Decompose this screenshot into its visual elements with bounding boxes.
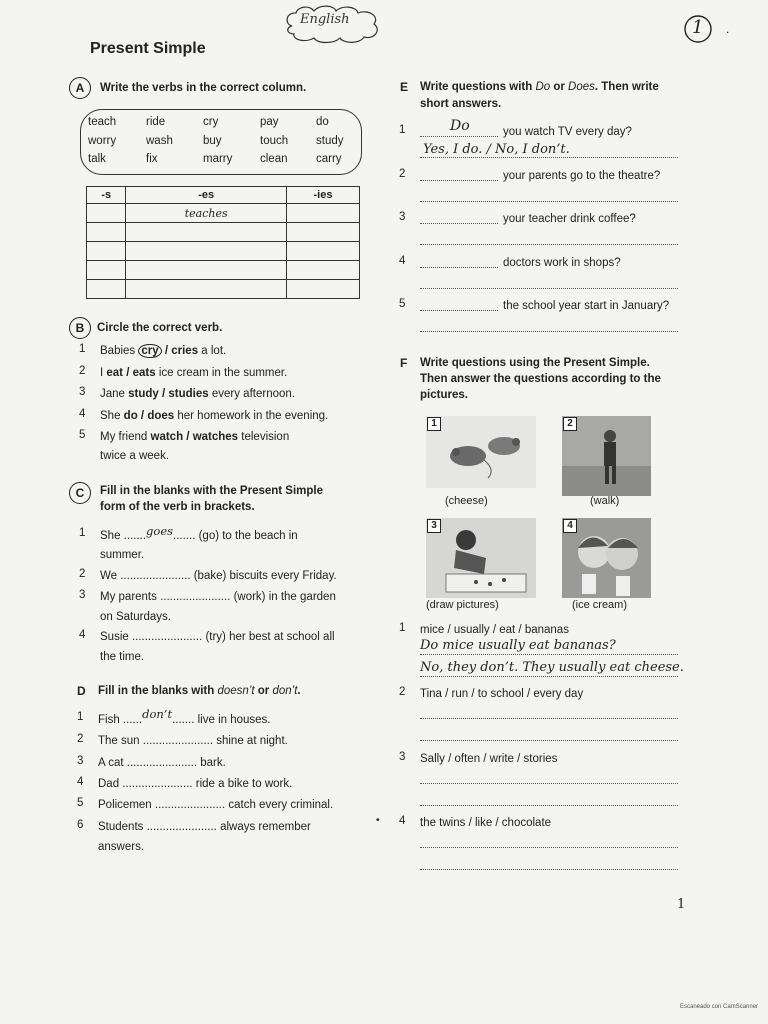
- handwritten-question[interactable]: Do mice usually eat bananas?: [420, 638, 616, 653]
- short-answer-line[interactable]: [420, 331, 678, 332]
- scanner-note: Escaneado con CamScanner: [680, 1004, 759, 1010]
- handwritten-short-answer[interactable]: Yes, I do. / No, I don’t.: [423, 142, 570, 157]
- picture-caption-1: (cheese): [445, 495, 488, 507]
- item-text-post: a lot.: [198, 345, 227, 357]
- item-text-pre: She: [100, 409, 124, 422]
- section-d-instruction-pre: Fill in the blanks with: [98, 685, 218, 697]
- item-number: 5: [77, 797, 84, 809]
- item-text-pre: Jane: [100, 388, 129, 400]
- answer-line[interactable]: [420, 676, 678, 677]
- item-number: 4: [399, 255, 406, 267]
- item-number: 3: [79, 589, 86, 601]
- question-line[interactable]: [420, 654, 678, 655]
- table-cell[interactable]: [286, 261, 359, 280]
- verb-word: marry: [203, 153, 233, 165]
- verb-option-1[interactable]: watch: [150, 431, 184, 443]
- question-text: doctors work in shops?: [503, 257, 621, 269]
- handwritten-label: English: [300, 12, 350, 27]
- section-b-item-5-continued: twice a week.: [100, 450, 170, 462]
- short-answer-line[interactable]: [420, 157, 678, 158]
- short-answer-line[interactable]: [420, 288, 678, 289]
- picture-draw: [426, 518, 536, 598]
- section-f-letter: F: [400, 356, 408, 370]
- table-cell[interactable]: [126, 242, 287, 261]
- item-number: 2: [79, 364, 86, 377]
- fill-item: [100, 568, 337, 584]
- verb-word: carry: [316, 153, 342, 165]
- picture-caption-2: (walk): [590, 495, 620, 507]
- item-number: 4: [79, 629, 86, 641]
- verb-word: cry: [203, 116, 219, 128]
- item-text-pre: Policemen ...................... catch every criminal.: [98, 799, 334, 811]
- table-cell[interactable]: [126, 261, 287, 280]
- table-cell[interactable]: teaches: [126, 204, 287, 223]
- item-text-continued: the time.: [100, 651, 145, 663]
- item-number: 1: [79, 343, 86, 355]
- short-answer-line[interactable]: [420, 244, 678, 245]
- section-e-instruction-line1: [420, 79, 659, 95]
- fill-item: [100, 524, 298, 544]
- section-d-instruction: [98, 683, 301, 699]
- circle-item: [100, 386, 295, 402]
- question-text: your teacher drink coffee?: [503, 213, 636, 225]
- picture-number-2: 2: [563, 417, 577, 431]
- item-number: 2: [399, 168, 406, 180]
- table-cell[interactable]: [286, 223, 359, 242]
- verb-option-1[interactable]: do: [123, 409, 138, 422]
- item-text-pre: Susie ...................... (try) her best at school all: [100, 631, 335, 643]
- item-number: 4: [77, 776, 84, 788]
- answer-blank[interactable]: [420, 267, 498, 268]
- circle-item: [100, 429, 289, 445]
- table-cell[interactable]: [87, 204, 126, 223]
- item-number: 3: [399, 751, 406, 763]
- section-d-instruction-end: .: [297, 685, 301, 697]
- column-header-es: -es: [126, 187, 287, 204]
- item-text-continued: on Saturdays.: [100, 611, 171, 623]
- verb-option-1[interactable]: study: [128, 388, 159, 400]
- item-text-post: television: [238, 431, 290, 443]
- handwritten-answer[interactable]: goes: [146, 524, 174, 538]
- picture-number-4: 4: [563, 519, 577, 533]
- table-cell[interactable]: [126, 280, 287, 299]
- handwritten-answer[interactable]: don’t: [142, 707, 173, 721]
- item-text-pre: My friend: [100, 431, 151, 443]
- item-text-post: ....... live in houses.: [172, 714, 271, 726]
- item-text-post: ice cream in the summer.: [155, 366, 288, 379]
- table-cell[interactable]: [87, 261, 126, 280]
- question-text: you watch TV every day?: [503, 126, 632, 138]
- fill-item: [100, 629, 335, 645]
- item-text-post: her homework in the evening.: [174, 409, 329, 422]
- item-number: 1: [399, 622, 406, 634]
- verb-word: do: [316, 116, 329, 128]
- circle-item: [100, 343, 226, 359]
- table-cell[interactable]: [87, 242, 126, 261]
- picture-caption-4: (ice cream): [572, 599, 628, 611]
- item-text-pre: Students ...................... always remember: [98, 821, 311, 833]
- fill-item: [98, 707, 271, 728]
- section-a-instruction: Write the verbs in the correct column.: [100, 82, 307, 94]
- section-f-instruction-line1: Write questions using the Present Simple.: [420, 357, 650, 369]
- verb-word: touch: [260, 135, 289, 147]
- option-separator: /: [123, 366, 133, 379]
- picture-number-1: 1: [427, 417, 441, 431]
- item-number: 4: [399, 815, 406, 827]
- item-number: 3: [79, 386, 86, 398]
- column-header-s: -s: [87, 187, 126, 204]
- short-answer-line[interactable]: [420, 201, 678, 202]
- item-number: 1: [79, 527, 86, 539]
- item-text-post: every afternoon.: [208, 388, 295, 400]
- table-cell[interactable]: [286, 242, 359, 261]
- verb-word: fix: [146, 153, 158, 165]
- section-e-instruction-mid: or: [550, 81, 569, 93]
- item-text-pre: The sun ...................... shine at night.: [98, 735, 288, 747]
- page-title: Present Simple: [90, 40, 206, 57]
- question-text: the school year start in January?: [503, 300, 670, 312]
- picture-mice: [426, 416, 536, 488]
- item-text-pre: I: [100, 366, 107, 379]
- picture-number-3: 3: [427, 519, 441, 533]
- verb-word: teach: [88, 116, 117, 128]
- section-b-instruction: Circle the correct verb.: [97, 322, 223, 334]
- handwritten-answer[interactable]: No, they don’t. They usually eat cheese.: [420, 660, 684, 675]
- verb-word: buy: [203, 135, 222, 147]
- option-separator: /: [161, 345, 172, 357]
- item-text-pre: My parents ...................... (work) in the garden: [100, 591, 336, 603]
- section-c-instruction-line1: Fill in the blanks with the Present Simple: [100, 485, 324, 497]
- question-line[interactable]: [420, 783, 678, 784]
- section-e-option-2: Does: [568, 81, 595, 93]
- prompt-text: Tina / run / to school / every day: [420, 688, 584, 700]
- verb-option-1[interactable]: eat: [106, 366, 124, 379]
- section-e-instruction-pre: Write questions with: [420, 81, 536, 93]
- verb-table: [86, 186, 360, 299]
- item-text-pre: She .......: [100, 530, 147, 542]
- section-e-option-1: Do: [535, 81, 551, 93]
- table-cell[interactable]: [286, 280, 359, 299]
- item-text-pre: A cat ...................... bark.: [98, 757, 226, 769]
- verb-option-2[interactable]: does: [147, 409, 175, 422]
- section-c-letter: C: [69, 482, 91, 504]
- verb-option-1[interactable]: cry: [138, 344, 161, 358]
- item-number: 3: [399, 211, 406, 223]
- section-d-option-2: don’t: [272, 685, 298, 697]
- fill-item: [100, 589, 336, 605]
- verb-option-2[interactable]: cries: [171, 345, 199, 357]
- circle-item: [100, 365, 287, 381]
- table-cell[interactable]: [286, 204, 359, 223]
- verb-word: worry: [88, 135, 117, 147]
- question-text: your parents go to the theatre?: [503, 170, 661, 182]
- verb-word: pay: [260, 116, 279, 128]
- section-f-instruction-line2: Then answer the questions according to the: [420, 373, 661, 385]
- section-e-instruction-line2: short answers.: [420, 98, 502, 110]
- item-text-continued: summer.: [100, 549, 145, 561]
- answer-blank[interactable]: [420, 310, 498, 311]
- verb-word: clean: [260, 153, 288, 165]
- item-text-pre: Dad ...................... ride a bike to work.: [98, 778, 293, 790]
- item-text-post: ....... (go) to the beach in: [173, 530, 298, 542]
- circle-item: [100, 408, 328, 424]
- section-d-letter: D: [77, 684, 86, 698]
- fill-item: [98, 819, 311, 835]
- answer-line[interactable]: [420, 805, 678, 806]
- item-text-pre: Babies: [100, 345, 139, 357]
- picture-caption-3: (draw pictures): [426, 599, 499, 611]
- item-number: 5: [399, 298, 406, 310]
- table-cell[interactable]: [87, 223, 126, 242]
- verb-word: talk: [88, 153, 106, 165]
- item-number: 2: [77, 733, 84, 745]
- prompt-text: Sally / often / write / stories: [420, 753, 558, 765]
- answer-blank[interactable]: [420, 223, 498, 224]
- column-header-ies: -ies: [286, 187, 359, 204]
- section-b-letter: B: [69, 317, 91, 339]
- option-separator: /: [158, 388, 169, 400]
- section-c-instruction-line2: form of the verb in brackets.: [100, 501, 255, 513]
- verb-option-2[interactable]: studies: [168, 388, 209, 400]
- option-separator: /: [137, 409, 148, 422]
- prompt-text: the twins / like / chocolate: [420, 817, 552, 829]
- handwritten-answer[interactable]: Do: [450, 118, 470, 134]
- verb-option-2[interactable]: eats: [132, 366, 156, 379]
- item-text-continued: answers.: [98, 841, 145, 853]
- stray-mark: •: [376, 815, 380, 826]
- fill-item: [98, 733, 288, 749]
- answer-blank[interactable]: [420, 136, 498, 137]
- fill-item: [98, 797, 333, 813]
- item-text-pre: Fish ......: [98, 714, 143, 726]
- answer-line[interactable]: [420, 740, 678, 741]
- item-number: 2: [399, 686, 406, 698]
- item-number: 4: [79, 407, 86, 420]
- section-e-instruction-end: . Then write: [594, 81, 659, 93]
- page-number: 1: [677, 897, 686, 912]
- section-e-letter: E: [400, 80, 409, 94]
- section-d-option-1: doesn’t: [217, 685, 255, 697]
- verb-option-2[interactable]: watches: [192, 431, 239, 443]
- question-line[interactable]: [420, 718, 678, 719]
- table-cell[interactable]: [126, 223, 287, 242]
- answer-blank[interactable]: [420, 180, 498, 181]
- item-number: 2: [79, 568, 86, 580]
- option-separator: /: [183, 431, 193, 443]
- section-d-instruction-mid: or: [254, 685, 273, 697]
- table-cell[interactable]: [87, 280, 126, 299]
- item-number: 1: [77, 711, 84, 723]
- verb-word: study: [316, 135, 344, 147]
- prompt-text: mice / usually / eat / bananas: [420, 624, 569, 636]
- marker-dot: .: [726, 22, 730, 36]
- question-line[interactable]: [420, 847, 678, 848]
- fill-item: [98, 776, 292, 792]
- item-number: 1: [399, 124, 406, 136]
- item-number: 5: [79, 429, 86, 441]
- page-marker: 1: [692, 17, 704, 38]
- section-f-instruction-line3: pictures.: [420, 389, 468, 401]
- item-number: 3: [77, 755, 84, 767]
- item-number: 6: [77, 819, 84, 831]
- answer-line[interactable]: [420, 869, 678, 870]
- mice-illustration: [426, 416, 536, 488]
- draw-illustration: [426, 518, 536, 598]
- verb-word: wash: [146, 135, 173, 147]
- fill-item: [98, 755, 226, 771]
- verb-word: ride: [146, 116, 166, 128]
- section-a-letter: A: [69, 77, 91, 99]
- item-text-pre: We ...................... (bake) biscuits every Friday.: [100, 570, 337, 582]
